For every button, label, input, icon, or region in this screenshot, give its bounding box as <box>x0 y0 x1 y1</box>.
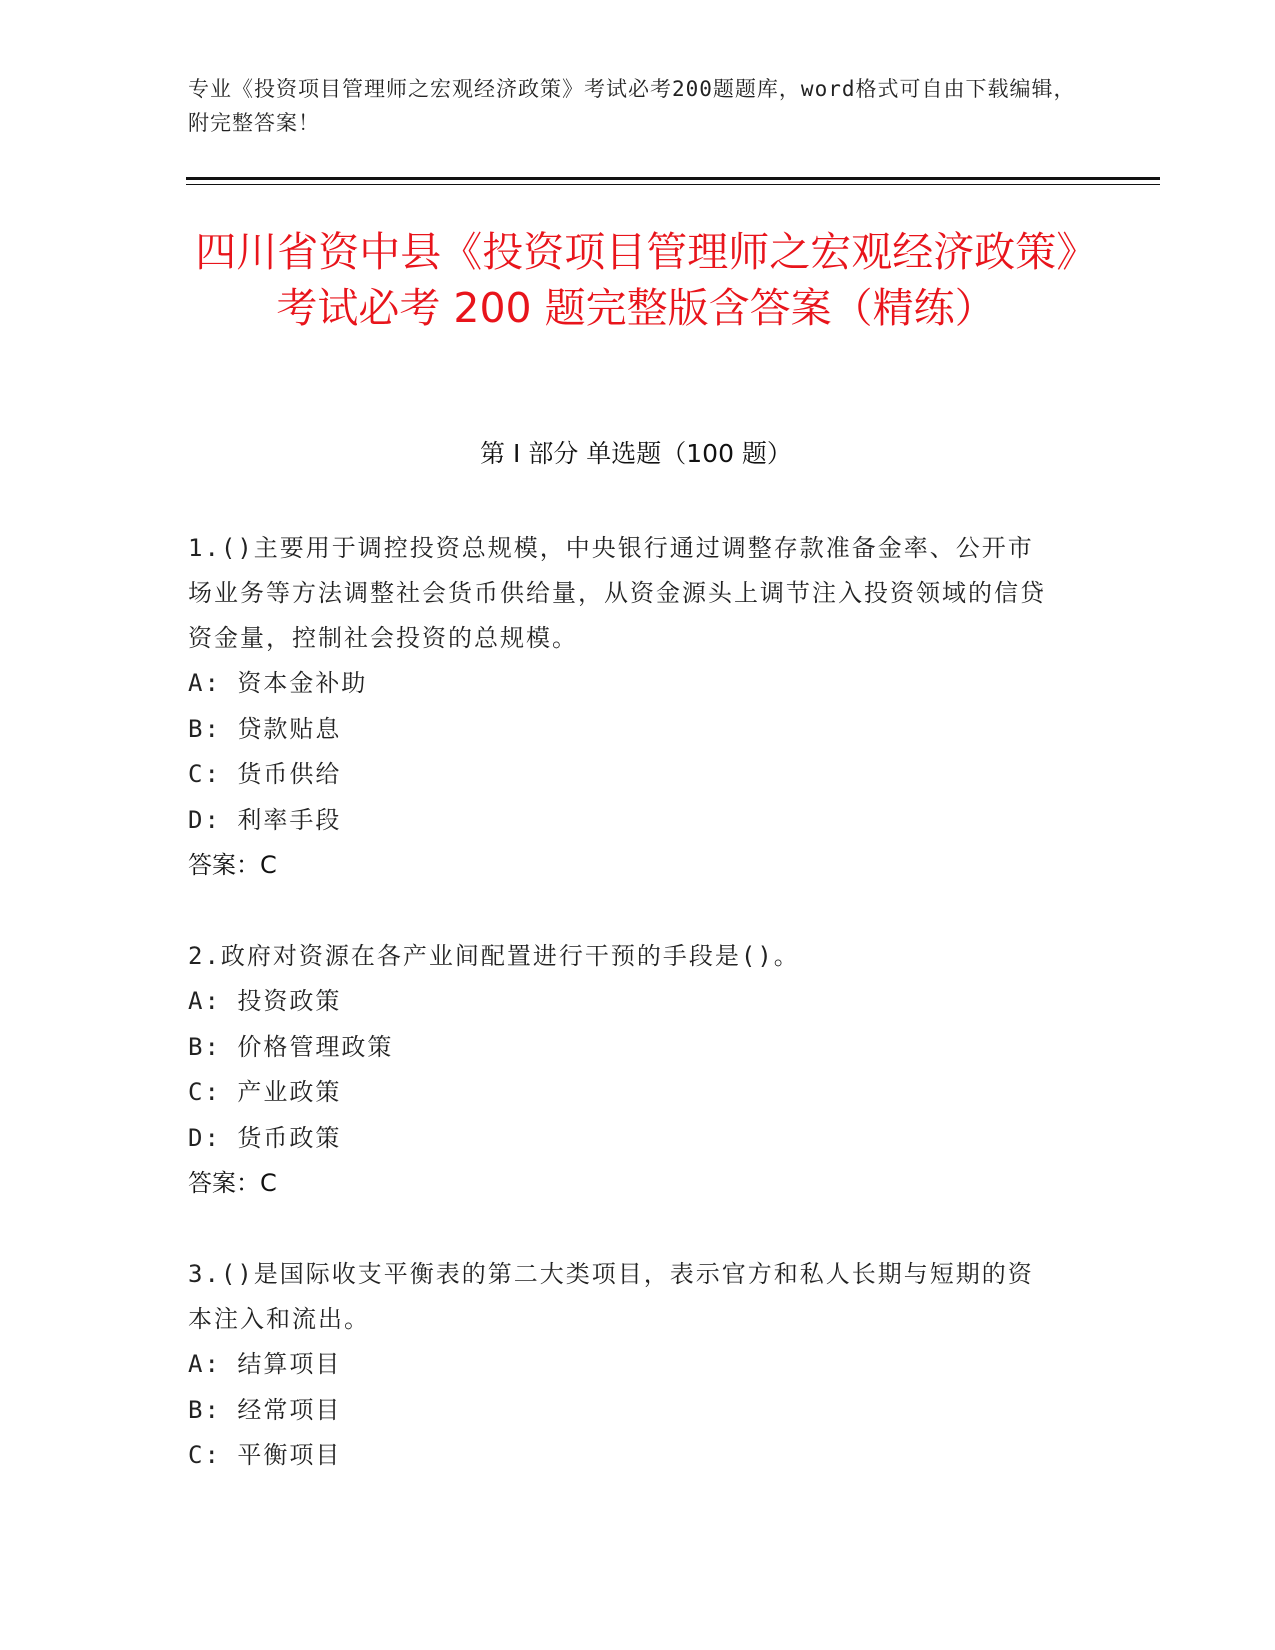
question-2 <box>188 934 1058 1206</box>
question-stem: 3.()是国际收支平衡表的第二大类项目，表示官方和私人长期与短期的资本注入和流出。 <box>188 1260 1034 1333</box>
header-note: 专业《投资项目管理师之宏观经济政策》考试必考200题题库，word格式可自由下载编辑，附完整答案！ <box>188 77 1076 135</box>
option-a: A: 投资政策 <box>188 987 342 1015</box>
option-b: B: 价格管理政策 <box>188 1032 394 1061</box>
option-c: C: 货币供给 <box>188 760 342 788</box>
header-divider-thick <box>186 177 1160 180</box>
option-b: B: 经常项目 <box>188 1395 342 1424</box>
option-a: A: 资本金补助 <box>188 669 368 697</box>
header-divider-thin <box>186 184 1160 185</box>
section-heading: 第 I 部分 单选题（100 题） <box>480 439 792 468</box>
answer-line: 答案：C <box>188 1169 277 1197</box>
option-c: C: 产业政策 <box>188 1078 342 1106</box>
answer-line: 答案：C <box>188 851 277 879</box>
option-c: C: 平衡项目 <box>188 1441 342 1469</box>
option-b: B: 贷款贴息 <box>188 714 342 743</box>
option-a: A: 结算项目 <box>188 1350 342 1378</box>
question-stem: 1.()主要用于调控投资总规模，中央银行通过调整存款准备金率、公开市场业务等方法调整社会货币供给量，从资金源头上调节注入投资领域的信贷资金量，控制社会投资的总规模。 <box>188 534 1046 652</box>
option-d: D: 利率手段 <box>188 805 342 834</box>
question-stem: 2.政府对资源在各产业间配置进行干预的手段是()。 <box>188 942 800 970</box>
document-title: 四川省资中县《投资项目管理师之宏观经济政策》考试必考 200 题完整版含答案（精练） <box>195 228 1077 332</box>
question-3 <box>188 1252 1058 1479</box>
question-list <box>188 526 1058 1525</box>
option-d: D: 货币政策 <box>188 1123 342 1152</box>
question-1 <box>188 526 1058 888</box>
